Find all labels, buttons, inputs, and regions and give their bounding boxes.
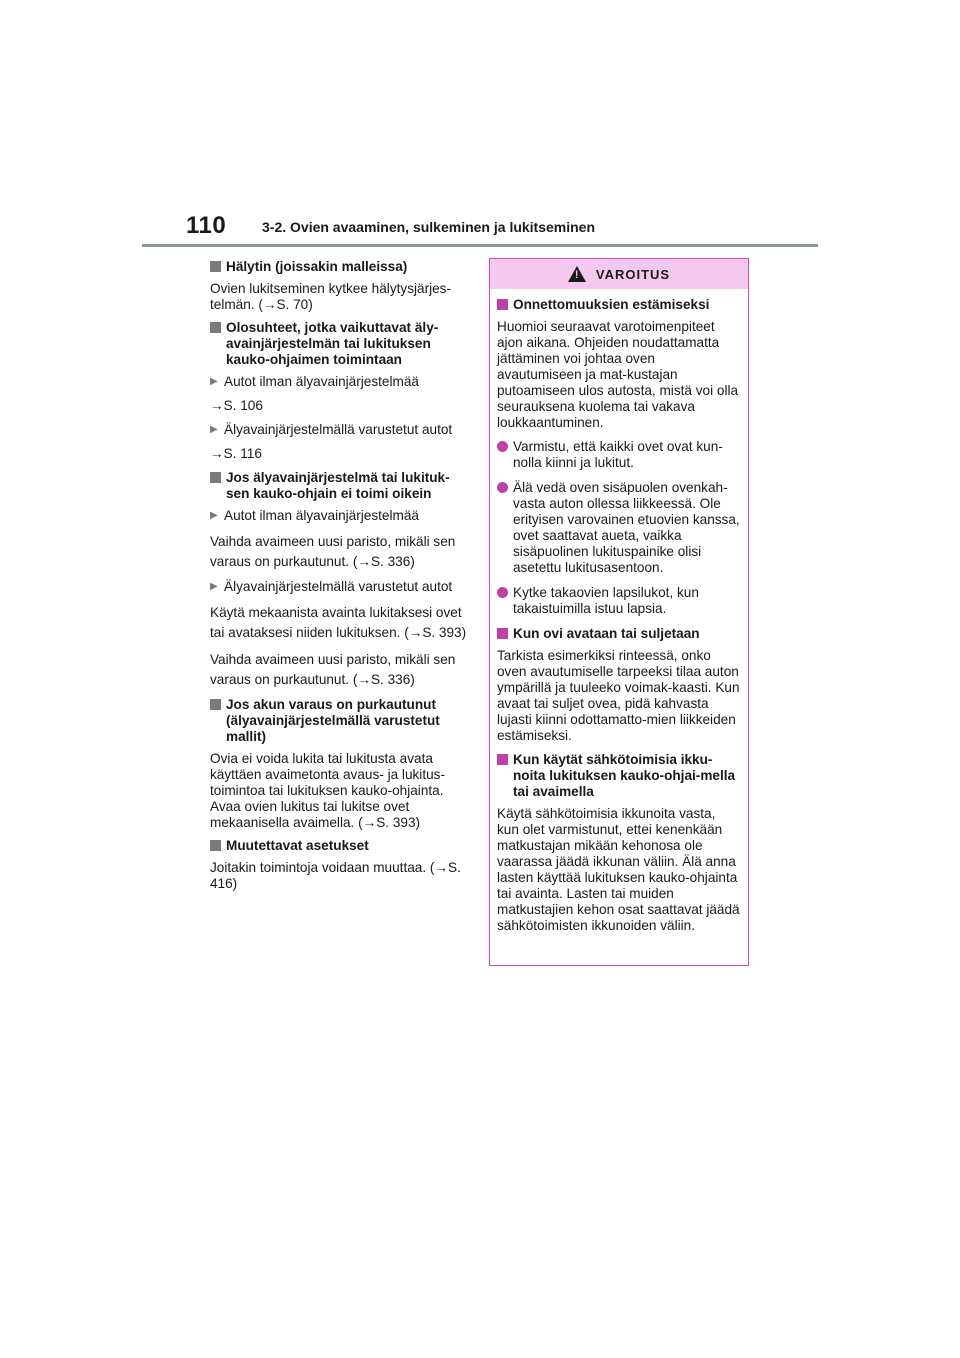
sub-heading: ▶ Autot ilman älyavainjärjestelmää (210, 508, 419, 523)
page-reference: →S. 116 (210, 446, 262, 461)
paragraph: Ovien lukitseminen kytkee hälytysjärjes-telmän. (→S. 70) (210, 281, 452, 312)
warning-header (490, 259, 748, 289)
sub-heading: ▶ Älyavainjärjestelmällä varustetut autot (210, 422, 453, 437)
section-heading: Jos akun varaus on purkautunut (älyavainjärjestelmällä varustetut mallit) (210, 697, 468, 745)
triangle-bullet-icon: ▶ (210, 581, 218, 592)
square-bullet-icon (497, 299, 508, 310)
square-bullet-icon (210, 699, 221, 710)
warning-heading: Kun ovi avataan tai suljetaan (497, 626, 740, 642)
paragraph: Tarkista esimerkiksi rinteessä, onko oven avautumiselle tarpeeksi tilaa auton ympärillä ja tuuleeko voimak-kaasti. Kun avaat tai suljet ovea, pidä kahvasta lujasti kiinni odottamatto-mien liikkeiden estämiseksi. (497, 648, 740, 743)
triangle-bullet-icon: ▶ (210, 376, 218, 387)
list-item: Varmistu, että kaikki ovet ovat kun-nolla kiinni ja lukitut. (497, 439, 740, 471)
sub-heading: ▶ Älyavainjärjestelmällä varustetut autot (210, 579, 453, 594)
round-bullet-icon (497, 441, 508, 452)
square-bullet-icon (210, 261, 221, 272)
warning-box (489, 258, 749, 966)
header-divider (142, 244, 818, 247)
left-column (210, 259, 468, 899)
section-heading: Olosuhteet, jotka vaikuttavat äly-avainjärjestelmän tai lukituksen kauko-ohjaimen toimintaan (210, 320, 468, 368)
section-heading: Muutettavat asetukset (210, 838, 468, 854)
warning-heading: Kun käytät sähkötoimisia ikku-noita lukituksen kauko-ohjai-mella tai avaimella (497, 752, 740, 800)
triangle-bullet-icon: ▶ (210, 510, 218, 521)
square-bullet-icon (210, 472, 221, 483)
section-heading: Hälytin (joissakin malleissa) (210, 259, 468, 275)
square-bullet-icon (497, 628, 508, 639)
paragraph: Huomioi seuraavat varotoimenpiteet ajon aikana. Ohjeiden noudattamatta jättäminen voi johtaa oven avautumiseen ja mat-kustajan putoamiseen ulos autosta, mistä voi olla seurauksena kuolema tai vakava loukkaantuminen. (497, 319, 739, 430)
section-title: 3-2. Ovien avaaminen, sulkeminen ja lukitseminen (262, 219, 596, 235)
square-bullet-icon (210, 840, 221, 851)
warning-heading: Onnettomuuksien estämiseksi (497, 297, 740, 313)
warning-label: VAROITUS (595, 266, 671, 282)
paragraph: Vaihda avaimeen uusi paristo, mikäli sen varaus on purkautunut. (→S. 336) (210, 534, 456, 569)
square-bullet-icon (210, 322, 221, 333)
square-bullet-icon (497, 754, 508, 765)
warning-body (490, 289, 748, 934)
paragraph: Joitakin toimintoja voidaan muuttaa. (→S. 416) (210, 860, 461, 891)
paragraph: Käytä sähkötoimisia ikkunoita vasta, kun olet varmistunut, ettei kenenkään matkustajan mikään kehonosa ole vaarassa jäädä ikkunan väliin. Älä anna lasten käyttää lukituksen kauko-ohjainta tai avainta. Lasten tai muiden matkustajien kehon osat saattavat jäädä sähkötoimisten ikkunoiden väliin. (497, 806, 740, 933)
section-heading: Jos älyavainjärjestelmä tai lukituk-sen kauko-ohjain ei toimi oikein (210, 470, 468, 502)
sub-heading: ▶ Autot ilman älyavainjärjestelmää (210, 374, 419, 389)
paragraph: Ovia ei voida lukita tai lukitusta avata käyttäen avaimetonta avaus- ja lukitus-toimintoa tai lukituksen kauko-ohjainta. Avaa ovien lukitus tai lukitse ovet mekaanisella avaimella. (→S. 393) (210, 751, 445, 830)
list-item: Kytke takaovien lapsilukot, kun takaistuimilla istuu lapsia. (497, 585, 740, 617)
page-reference: →S. 106 (210, 398, 263, 413)
round-bullet-icon (497, 587, 508, 598)
list-item: Älä vedä oven sisäpuolen ovenkah-vasta auton ollessa liikkeessä. Ole erityisen varovainen etuovien kanssa, ovet saattavat aueta, vaikka sisäpuolinen lukituspainike olisi asetettu lukitusasentoon. (497, 480, 740, 576)
warning-triangle-icon: ! (568, 266, 586, 282)
paragraph: Käytä mekaanista avainta lukitaksesi ovet tai avataksesi niiden lukituksen. (→S. 393) (210, 605, 467, 640)
paragraph: Vaihda avaimeen uusi paristo, mikäli sen varaus on purkautunut. (→S. 336) (210, 652, 456, 687)
round-bullet-icon (497, 482, 508, 493)
page-number: 110 (186, 212, 227, 239)
triangle-bullet-icon: ▶ (210, 424, 218, 435)
